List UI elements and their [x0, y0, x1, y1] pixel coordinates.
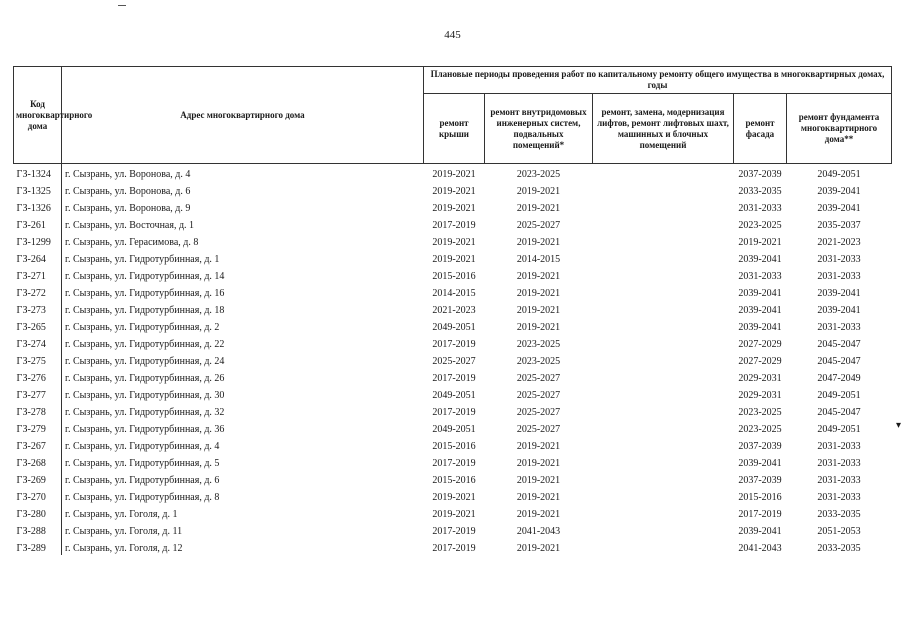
cell-systems: 2019-2021 — [516, 441, 561, 452]
cell-systems: 2019-2021 — [516, 322, 561, 333]
table-row — [14, 181, 892, 198]
cell-facade: 2029-2031 — [738, 390, 782, 401]
cell-systems: 2023-2025 — [516, 339, 561, 350]
cell-roof: 2019-2021 — [432, 169, 476, 180]
cell-roof: 2017-2019 — [432, 543, 476, 554]
cell-foundation: 2049-2051 — [817, 390, 861, 401]
cell-lifts — [593, 232, 734, 249]
cell-facade: 2015-2016 — [738, 492, 782, 503]
cell-address: г. Сызрань, ул. Гидротурбинная, д. 4 — [62, 436, 424, 453]
table-row — [14, 538, 892, 555]
cell-roof: 2021-2023 — [432, 305, 476, 316]
cell-foundation: 2031-2033 — [817, 441, 861, 452]
table-row — [14, 164, 892, 182]
scan-mark-right: ▾ — [896, 420, 902, 431]
cell-lifts — [593, 215, 734, 232]
cell-systems: 2025-2027 — [516, 373, 561, 384]
cell-code: ГЗ-1325 — [16, 186, 51, 197]
cell-systems: 2041-2043 — [516, 526, 561, 537]
cell-code: ГЗ-269 — [16, 475, 46, 486]
table-row — [14, 249, 892, 266]
cell-foundation: 2031-2033 — [817, 322, 861, 333]
cell-roof: 2017-2019 — [432, 220, 476, 231]
cell-systems: 2019-2021 — [516, 237, 561, 248]
table-row — [14, 436, 892, 453]
cell-roof: 2049-2051 — [432, 390, 476, 401]
header-systems: ремонт внутридомовых инженерных систем, подвальных помещений* — [485, 94, 593, 164]
table-row — [14, 470, 892, 487]
cell-facade: 2037-2039 — [738, 169, 782, 180]
cell-lifts — [593, 351, 734, 368]
cell-foundation: 2031-2033 — [817, 475, 861, 486]
cell-facade: 2027-2029 — [738, 356, 782, 367]
cell-foundation: 2039-2041 — [817, 186, 861, 197]
cell-code: ГЗ-264 — [16, 254, 46, 265]
cell-facade: 2019-2021 — [738, 237, 782, 248]
cell-systems: 2019-2021 — [516, 492, 561, 503]
header-roof: ремонт крыши — [424, 94, 485, 164]
table-row — [14, 385, 892, 402]
cell-systems: 2023-2025 — [516, 169, 561, 180]
cell-address: г. Сызрань, ул. Гидротурбинная, д. 5 — [62, 453, 424, 470]
cell-code: ГЗ-275 — [16, 356, 46, 367]
cell-address: г. Сызрань, ул. Гидротурбинная, д. 30 — [62, 385, 424, 402]
cell-roof: 2015-2016 — [432, 271, 476, 282]
cell-systems: 2019-2021 — [516, 288, 561, 299]
cell-lifts — [593, 402, 734, 419]
table-row — [14, 215, 892, 232]
cell-address: г. Сызрань, ул. Гидротурбинная, д. 14 — [62, 266, 424, 283]
cell-facade: 2039-2041 — [738, 526, 782, 537]
header-foundation: ремонт фундамента многоквартирного дома** — [787, 94, 892, 164]
cell-foundation: 2031-2033 — [817, 271, 861, 282]
cell-roof: 2019-2021 — [432, 492, 476, 503]
cell-code: ГЗ-267 — [16, 441, 46, 452]
cell-lifts — [593, 453, 734, 470]
cell-address: г. Сызрань, ул. Гидротурбинная, д. 26 — [62, 368, 424, 385]
cell-code: ГЗ-274 — [16, 339, 46, 350]
cell-address: г. Сызрань, ул. Гидротурбинная, д. 18 — [62, 300, 424, 317]
table-row — [14, 368, 892, 385]
cell-facade: 2039-2041 — [738, 305, 782, 316]
cell-systems: 2019-2021 — [516, 203, 561, 214]
cell-systems: 2025-2027 — [516, 407, 561, 418]
cell-roof: 2015-2016 — [432, 441, 476, 452]
repair-schedule-table — [13, 66, 892, 555]
cell-facade: 2023-2025 — [738, 407, 782, 418]
cell-facade: 2041-2043 — [738, 543, 782, 554]
scan-mark — [118, 5, 126, 6]
cell-code: ГЗ-261 — [16, 220, 46, 231]
cell-code: ГЗ-1324 — [16, 169, 51, 180]
cell-code: ГЗ-289 — [16, 543, 46, 554]
cell-systems: 2025-2027 — [516, 424, 561, 435]
cell-address: г. Сызрань, ул. Гидротурбинная, д. 16 — [62, 283, 424, 300]
cell-lifts — [593, 334, 734, 351]
cell-foundation: 2045-2047 — [817, 407, 861, 418]
cell-facade: 2031-2033 — [738, 203, 782, 214]
cell-lifts — [593, 164, 734, 182]
cell-roof: 2017-2019 — [432, 407, 476, 418]
cell-lifts — [593, 419, 734, 436]
cell-code: ГЗ-288 — [16, 526, 46, 537]
cell-code: ГЗ-276 — [16, 373, 46, 384]
cell-facade: 2039-2041 — [738, 458, 782, 469]
cell-foundation: 2033-2035 — [817, 509, 861, 520]
table-row — [14, 266, 892, 283]
cell-lifts — [593, 487, 734, 504]
cell-systems: 2019-2021 — [516, 509, 561, 520]
cell-foundation: 2021-2023 — [817, 237, 861, 248]
table-row — [14, 198, 892, 215]
cell-facade: 2031-2033 — [738, 271, 782, 282]
cell-facade: 2033-2035 — [738, 186, 782, 197]
cell-code: ГЗ-280 — [16, 509, 46, 520]
cell-code: ГЗ-271 — [16, 271, 46, 282]
cell-facade: 2027-2029 — [738, 339, 782, 350]
cell-lifts — [593, 249, 734, 266]
cell-lifts — [593, 266, 734, 283]
cell-foundation: 2033-2035 — [817, 543, 861, 554]
cell-roof: 2025-2027 — [432, 356, 476, 367]
cell-foundation: 2035-2037 — [817, 220, 861, 231]
cell-code: ГЗ-268 — [16, 458, 46, 469]
table-row — [14, 300, 892, 317]
cell-foundation: 2051-2053 — [817, 526, 861, 537]
cell-address: г. Сызрань, ул. Гоголя, д. 12 — [62, 538, 424, 555]
cell-lifts — [593, 317, 734, 334]
cell-address: г. Сызрань, ул. Гидротурбинная, д. 32 — [62, 402, 424, 419]
cell-address: г. Сызрань, ул. Восточная, д. 1 — [62, 215, 424, 232]
cell-lifts — [593, 300, 734, 317]
cell-roof: 2017-2019 — [432, 458, 476, 469]
cell-address: г. Сызрань, ул. Воронова, д. 9 — [62, 198, 424, 215]
table-row — [14, 317, 892, 334]
cell-lifts — [593, 385, 734, 402]
cell-roof: 2014-2015 — [432, 288, 476, 299]
cell-systems: 2025-2027 — [516, 220, 561, 231]
cell-lifts — [593, 504, 734, 521]
cell-foundation: 2039-2041 — [817, 305, 861, 316]
cell-code: ГЗ-1299 — [16, 237, 51, 248]
cell-facade: 2039-2041 — [738, 254, 782, 265]
cell-foundation: 2031-2033 — [817, 254, 861, 265]
header-address: Адрес многоквартирного дома — [62, 67, 424, 164]
cell-roof: 2019-2021 — [432, 254, 476, 265]
cell-code: ГЗ-279 — [16, 424, 46, 435]
cell-address: г. Сызрань, ул. Гидротурбинная, д. 1 — [62, 249, 424, 266]
cell-systems: 2019-2021 — [516, 458, 561, 469]
page-number: 445 — [444, 29, 461, 41]
cell-facade: 2029-2031 — [738, 373, 782, 384]
cell-roof: 2019-2021 — [432, 509, 476, 520]
header-lifts: ремонт, замена, модернизация лифтов, ремонт лифтовых шахт, машинных и блочных помещений — [593, 94, 734, 164]
table-row — [14, 487, 892, 504]
cell-lifts — [593, 436, 734, 453]
cell-address: г. Сызрань, ул. Герасимова, д. 8 — [62, 232, 424, 249]
cell-systems: 2023-2025 — [516, 356, 561, 367]
table-row — [14, 232, 892, 249]
cell-address: г. Сызрань, ул. Гидротурбинная, д. 22 — [62, 334, 424, 351]
cell-roof: 2015-2016 — [432, 475, 476, 486]
cell-address: г. Сызрань, ул. Гоголя, д. 1 — [62, 504, 424, 521]
cell-lifts — [593, 181, 734, 198]
cell-lifts — [593, 368, 734, 385]
header-code: Код многоквартирного дома — [14, 67, 62, 164]
cell-roof: 2049-2051 — [432, 322, 476, 333]
cell-foundation: 2039-2041 — [817, 288, 861, 299]
cell-code: ГЗ-278 — [16, 407, 46, 418]
cell-foundation: 2031-2033 — [817, 458, 861, 469]
cell-code: ГЗ-1326 — [16, 203, 51, 214]
cell-address: г. Сызрань, ул. Воронова, д. 4 — [62, 164, 424, 182]
cell-roof: 2019-2021 — [432, 186, 476, 197]
cell-roof: 2017-2019 — [432, 526, 476, 537]
cell-code: ГЗ-265 — [16, 322, 46, 333]
cell-address: г. Сызрань, ул. Воронова, д. 6 — [62, 181, 424, 198]
cell-foundation: 2039-2041 — [817, 203, 861, 214]
cell-foundation: 2031-2033 — [817, 492, 861, 503]
cell-code: ГЗ-273 — [16, 305, 46, 316]
cell-lifts — [593, 538, 734, 555]
table-row — [14, 521, 892, 538]
cell-facade: 2017-2019 — [738, 509, 782, 520]
cell-systems: 2019-2021 — [516, 186, 561, 197]
cell-address: г. Сызрань, ул. Гоголя, д. 11 — [62, 521, 424, 538]
cell-code: ГЗ-277 — [16, 390, 46, 401]
cell-address: г. Сызрань, ул. Гидротурбинная, д. 6 — [62, 470, 424, 487]
table-row — [14, 419, 892, 436]
cell-address: г. Сызрань, ул. Гидротурбинная, д. 8 — [62, 487, 424, 504]
cell-systems: 2014-2015 — [516, 254, 561, 265]
cell-code: ГЗ-272 — [16, 288, 46, 299]
cell-foundation: 2045-2047 — [817, 339, 861, 350]
table-row — [14, 402, 892, 419]
cell-address: г. Сызрань, ул. Гидротурбинная, д. 36 — [62, 419, 424, 436]
cell-systems: 2019-2021 — [516, 271, 561, 282]
cell-roof: 2017-2019 — [432, 339, 476, 350]
table-row — [14, 453, 892, 470]
cell-facade: 2037-2039 — [738, 441, 782, 452]
cell-address: г. Сызрань, ул. Гидротурбинная, д. 24 — [62, 351, 424, 368]
cell-systems: 2019-2021 — [516, 475, 561, 486]
cell-facade: 2039-2041 — [738, 288, 782, 299]
table-row — [14, 334, 892, 351]
cell-facade: 2037-2039 — [738, 475, 782, 486]
cell-roof: 2019-2021 — [432, 237, 476, 248]
cell-lifts — [593, 198, 734, 215]
cell-systems: 2019-2021 — [516, 543, 561, 554]
cell-address: г. Сызрань, ул. Гидротурбинная, д. 2 — [62, 317, 424, 334]
header-facade: ремонт фасада — [734, 94, 787, 164]
cell-facade: 2039-2041 — [738, 322, 782, 333]
cell-lifts — [593, 470, 734, 487]
cell-foundation: 2049-2051 — [817, 169, 861, 180]
cell-foundation: 2047-2049 — [817, 373, 861, 384]
cell-roof: 2049-2051 — [432, 424, 476, 435]
cell-facade: 2023-2025 — [738, 220, 782, 231]
cell-systems: 2025-2027 — [516, 390, 561, 401]
cell-roof: 2019-2021 — [432, 203, 476, 214]
cell-roof: 2017-2019 — [432, 373, 476, 384]
cell-code: ГЗ-270 — [16, 492, 46, 503]
cell-foundation: 2049-2051 — [817, 424, 861, 435]
table-row — [14, 351, 892, 368]
cell-facade: 2023-2025 — [738, 424, 782, 435]
cell-foundation: 2045-2047 — [817, 356, 861, 367]
table-row — [14, 504, 892, 521]
cell-lifts — [593, 283, 734, 300]
header-periods: Плановые периоды проведения работ по капитальному ремонту общего имущества в многоквартирных домах, годы — [424, 67, 892, 94]
cell-lifts — [593, 521, 734, 538]
table-row — [14, 283, 892, 300]
cell-systems: 2019-2021 — [516, 305, 561, 316]
